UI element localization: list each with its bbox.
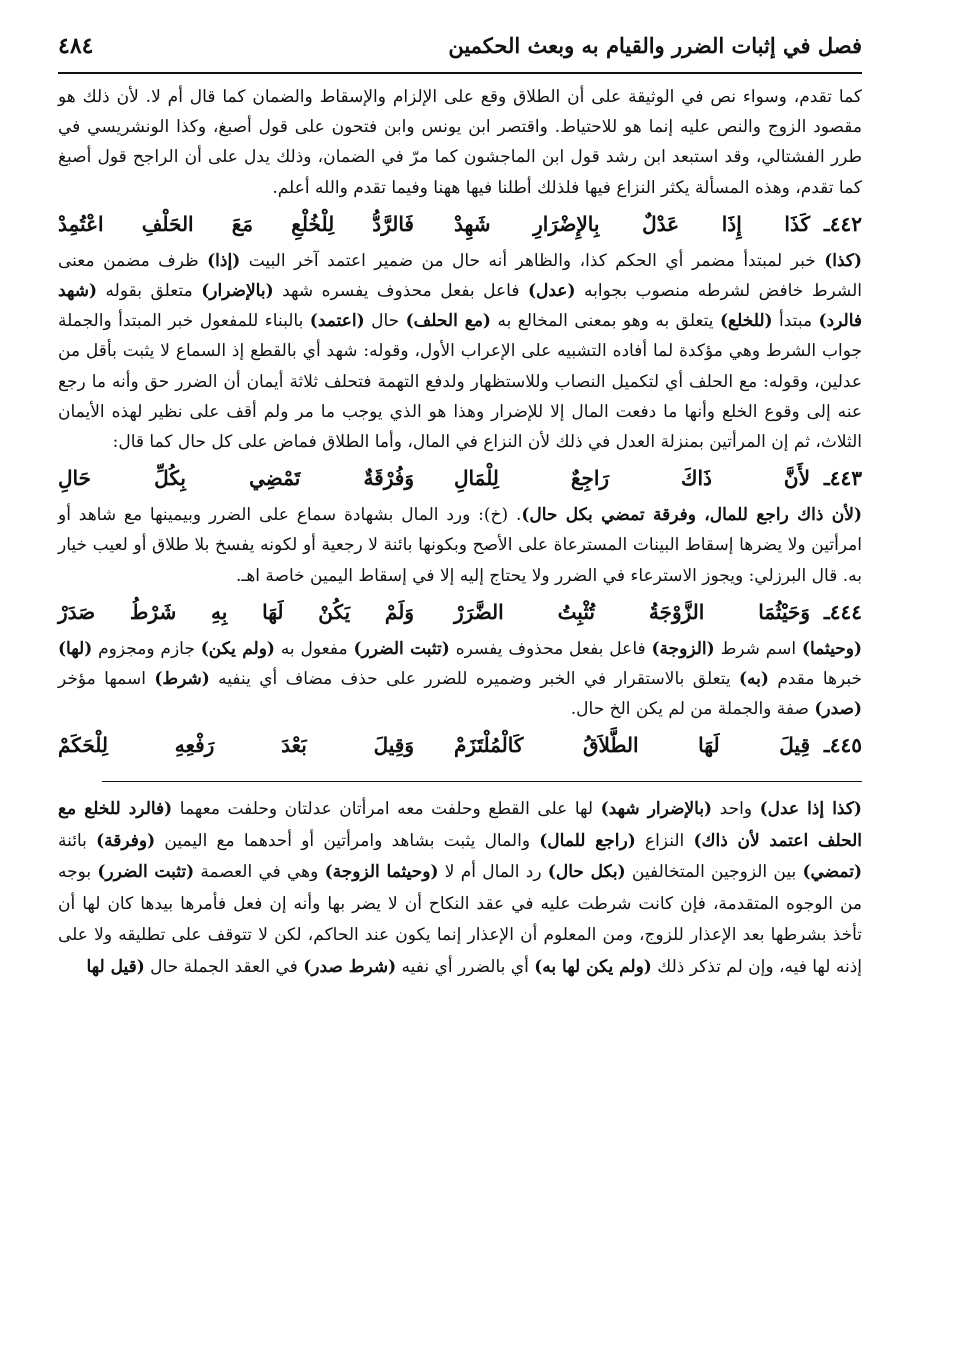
- bold-term: (وحيثما): [801, 638, 862, 659]
- bold-term: (كذا إذا عدل): [759, 799, 862, 820]
- text-run: فاعل بفعل محذوف يفسره: [449, 638, 652, 659]
- bold-term: (للخلع): [720, 311, 773, 332]
- verse-hemistich-second: وَفُرْقَةٌ تَمْضِي بِكُلِّ حَالِ: [58, 466, 414, 491]
- bold-term: (به): [739, 669, 769, 690]
- text-run: خبرها مقدم: [768, 669, 863, 690]
- commentary-paragraph: [58, 246, 862, 457]
- bold-term: (عدل): [527, 281, 576, 302]
- text-run: متعلق بقوله: [97, 281, 202, 302]
- bold-term: (إذا): [207, 250, 241, 271]
- footnote-divider: [102, 781, 862, 782]
- verse-hemistich-first: قِيلَ لَهَا الطَّلاَقُ كَالْمُلْتَزَمْ: [454, 733, 810, 758]
- verse-444: [58, 593, 862, 632]
- verse-number: ٤٤٤ـ: [823, 599, 862, 624]
- bold-term: (بالإضرار شهد): [600, 799, 713, 820]
- text-run: يتعلق بالاستقرار في الخبر وضميره للضرر على حذف مضاف أي ينفيه: [209, 669, 740, 690]
- page: [58, 22, 862, 983]
- text-run: لها على القطع وحلفت معه امرأتان عدلتان وحلفت معهما: [172, 799, 601, 820]
- bold-term: (شهد فالرد): [58, 281, 863, 332]
- bold-term: (لأن ذاك راجع للمال، وفرقة تمضي بكل حال): [521, 505, 862, 526]
- text-run: اسم شرط: [714, 638, 802, 659]
- verse-hemistich-second: فَالرَّدُّ لِلْخُلْعِ مَعَ الحَلْفِ اعْتُمِدْ: [58, 211, 414, 236]
- text-run: في العقد الجملة حال: [144, 956, 304, 977]
- text-run: خبر لمبتدأ مضمر أي الحكم كذا، والظاهر أنه حال من ضمير اعتمد آخر البيت: [240, 250, 825, 271]
- text-run: بين الزوجين المتخالفين: [625, 862, 803, 883]
- text-run: صفة والجملة من لم يكن الخ حال.: [570, 699, 815, 720]
- verse-442: [58, 205, 862, 244]
- commentary-paragraph: [58, 500, 862, 591]
- verse-number: ٤٤٥ـ: [823, 733, 862, 758]
- bold-term: (صدر): [814, 699, 862, 720]
- intro-paragraph: كما تقدم، وسواء نص في الوثيقة على أن الطلاق وقع على الإلزام والإسقاط والضمان كما قال أم لا. لأن ذلك هو مقصود الزوج والنص عليه إنما هو للاحتياط. واقتصر ابن يونس وابن فتحون على قول أصبغ، وكذا الونشريسي في طرر الفشتالي، وقد استبعد ابن رشد قول ابن الماجشون كما مرّ في الضمان، وذلك يدل على أن الراجح قول أصبغ كما تقدم، وهذه المسألة يكثر النزاع فيها فلذلك أطلنا فيها ههنا وفيما تقدم والله أعلم.: [58, 87, 862, 198]
- text-run: حال: [364, 311, 406, 332]
- footnote-section: [58, 794, 862, 983]
- text-run: النزاع: [635, 830, 694, 851]
- bold-term: (تثبت الضرر): [353, 638, 450, 659]
- text-run: والمال يثبت بشاهد وامرأتين أو أحدهما مع اليمين: [155, 830, 540, 851]
- verse-445: [58, 726, 862, 765]
- main-text: [58, 82, 862, 765]
- verse-443: [58, 459, 862, 498]
- bold-term: (ولم يكن لها به): [534, 956, 652, 977]
- text-run: مبتدأ: [772, 311, 819, 332]
- verse-hemistich-first: لأَنَّ ذَاكَ رَاجِعٌ لِلْمَالِ: [454, 466, 810, 491]
- text-run: . (خ): ورد المال بشهادة سماع على الضرر وبيمينها مع شاهد أو امرأتين ولا يضرها إسقاط البينات المسترعاة على الأصح وبكونها بائنة لا رجعية أو لكونه يفسخ بلا طلاق أو لعيب خيار به. قال البرزلي: ويجوز الاسترعاء في الضرر ولا يحتاج إليه إلا في إسقاط اليمين خاصة اهـ.: [58, 505, 862, 586]
- bold-term: (تمضي): [802, 862, 862, 883]
- text-run: فاعل بفعل محذوف يفسره شهد: [273, 281, 528, 302]
- page-header: [58, 22, 862, 74]
- bold-term: (فالرد للخلع مع الحلف اعتمد لأن ذاك): [58, 799, 862, 851]
- text-run: واحد: [712, 799, 760, 820]
- bold-term: (مع الحلف): [405, 311, 491, 332]
- verse-number: ٤٤٢ـ: [823, 211, 862, 236]
- text-run: بالبناء للمفعول خبر المبتدأ والجملة جواب الشرط وهي مؤكدة لما أفاده التشبيه على الإعراب الأول، وقوله: شهد أي بالقطع إذ السماع لا يثبت بأقل من عدلين، وقوله: مع الحلف أي لتكميل النصاب وللاستظهار ولدفع التهمة فتحلف ثلاثة أيمان أن الضرر حق وأنه ما رجع عنه إلى وقوع الخلع وأنها ما دفعت المال إلا للإضرار وهذا هو الذي يوجب ما مر ولم أقف على نظير لهذه الأيمان الثلاث، ثم إن المرأتين بمنزلة العدل في ذلك لأن النزاع في المال، وأما الطلاق فماض على كل حال كما قال:: [58, 311, 862, 453]
- text-run: بوجه من الوجوه المتقدمة، فإن كانت شرطت عليه في عقد النكاح أن لا يضر بها وأنه إن فعل فأمرها بيدها كان لها أن تأخذ بشرطها بعد الإعذار للزوج، ومن المعلوم أن الإعذار إنما يكون عند الحاكم، لكن لا تتوقف على تطليقه ولا على إذنه لها فيه، وإن لم تذكر ذلك: [58, 862, 862, 977]
- verse-hemistich-second: وَقِيلَ بَعْدَ رَفْعِهِ لِلْحَكَمْ: [58, 733, 414, 758]
- text-run: اسمها مؤخر: [58, 669, 155, 690]
- text-run: أي بالضرر أي نفيه: [396, 956, 535, 977]
- verse-hemistich-first: وَحَيْثُمَا الزَّوْجَةُ تُثْبِتُ الضَّرَرْ: [454, 599, 810, 624]
- text-run: بائنة: [58, 830, 97, 851]
- footnote-paragraph: [58, 794, 862, 983]
- verse-hemistich-first: كَذَا إِذَا عَدْلٌ بِالإِضْرَارِ شَهِدْ: [454, 211, 810, 236]
- bold-term: (كذا): [824, 250, 863, 271]
- text-run: يتعلق به وهو بمعنى المخالع به: [490, 311, 721, 332]
- text-run: ظرف مضمن معنى الشرط خافض لشرطه منصوب بجوابه: [58, 250, 862, 302]
- bold-term: (شرط): [154, 669, 210, 690]
- bold-term: (بكل حال): [547, 862, 626, 883]
- text-run: وهي في العصمة: [194, 862, 325, 883]
- text-run: جازم ومجزوم: [92, 638, 201, 659]
- bold-term: (وفرقة): [96, 830, 156, 851]
- commentary-paragraph: [58, 634, 862, 725]
- bold-term: (وحيثما الزوجة): [324, 862, 439, 883]
- bold-term: (شرط صدر): [303, 956, 397, 977]
- chapter-title: فصل في إثبات الضرر والقيام به وبعث الحكمين: [448, 33, 862, 58]
- bold-term: (لها): [58, 638, 93, 659]
- page-number: ٤٨٤: [58, 33, 94, 59]
- verse-number: ٤٤٣ـ: [823, 466, 862, 491]
- verse-hemistich-second: وَلَمْ يَكُنْ لَهَا بِهِ شَرْطُ صَدَرْ: [58, 599, 414, 624]
- bold-term: (الزوجة): [651, 638, 715, 659]
- bold-term: (قيل لها: [86, 956, 145, 977]
- bold-term: (اعتمد): [309, 311, 365, 332]
- text-run: رد المال أم لا: [438, 862, 548, 883]
- bold-term: (ولم يكن): [200, 638, 275, 659]
- bold-term: (تثبت الضرر): [97, 862, 195, 883]
- text-run: مفعول به: [274, 638, 354, 659]
- bold-term: (بالإضرار): [201, 281, 274, 302]
- bold-term: (راجع للمال): [539, 830, 636, 851]
